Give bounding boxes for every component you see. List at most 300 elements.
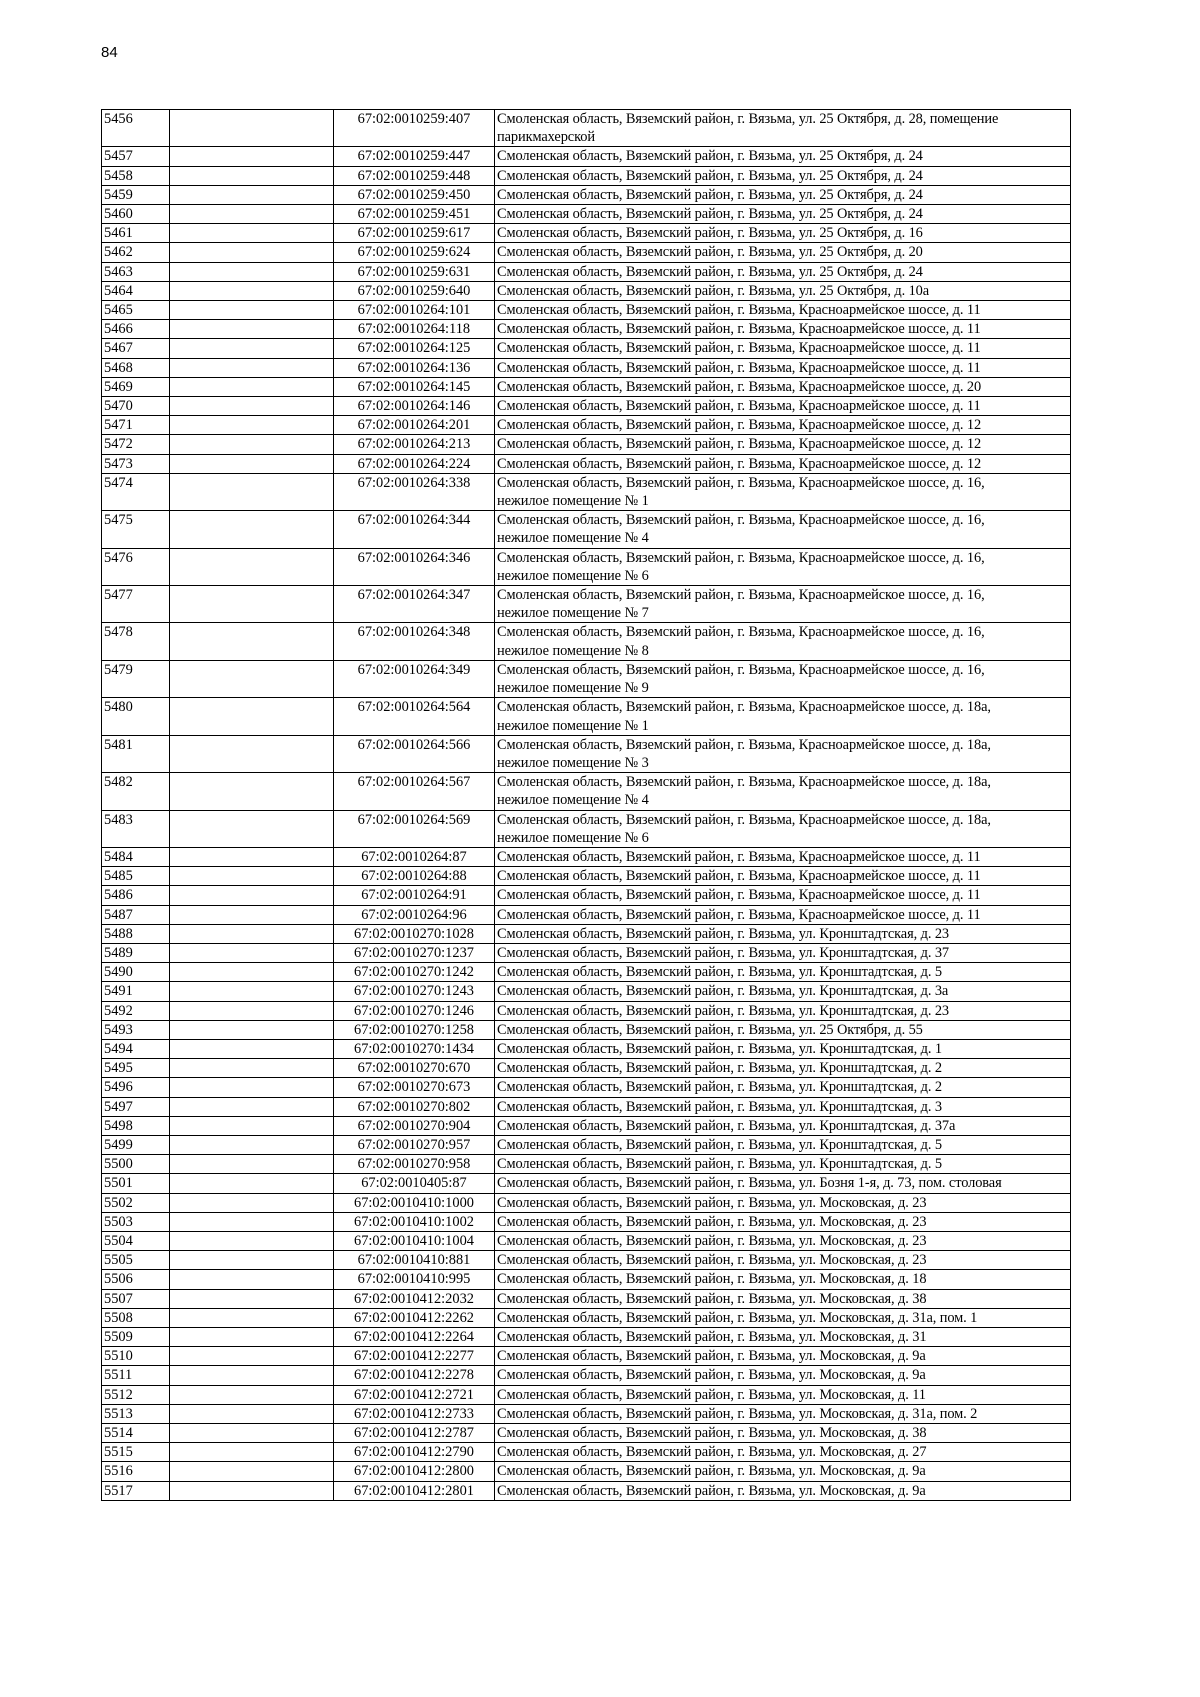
address-line: Смоленская область, Вяземский район, г. Вязьма, Красноармейское шоссе, д. 11 (497, 359, 981, 376)
cadastral-number: 67:02:0010264:348 (334, 623, 495, 660)
empty-cell (170, 435, 334, 454)
empty-cell (170, 1462, 334, 1481)
empty-cell (170, 1308, 334, 1327)
address-cell (495, 224, 1071, 243)
empty-cell (170, 886, 334, 905)
row-number: 5482 (102, 773, 170, 810)
address-cell (495, 847, 1071, 866)
address-cell (495, 1443, 1071, 1462)
empty-cell (170, 1404, 334, 1423)
empty-cell (170, 943, 334, 962)
row-number: 5505 (102, 1251, 170, 1270)
empty-cell (170, 205, 334, 224)
address-cell (495, 320, 1071, 339)
empty-cell (170, 454, 334, 473)
address-line: Смоленская область, Вяземский район, г. Вязьма, ул. Кронштадтская, д. 23 (497, 1002, 950, 1019)
cadastral-number: 67:02:0010264:201 (334, 416, 495, 435)
row-number: 5509 (102, 1328, 170, 1347)
cadastral-number: 67:02:0010264:88 (334, 867, 495, 886)
empty-cell (170, 511, 334, 548)
row-number: 5467 (102, 339, 170, 358)
cadastral-number: 67:02:0010412:2032 (334, 1289, 495, 1308)
table-row (102, 963, 1071, 982)
empty-cell (170, 397, 334, 416)
table-row (102, 660, 1071, 697)
address-cell (495, 1193, 1071, 1212)
address-line: Смоленская область, Вяземский район, г. Вязьма, ул. 25 Октября, д. 20 (497, 244, 923, 261)
address-line: Смоленская область, Вяземский район, г. Вязьма, Красноармейское шоссе, д. 12 (497, 455, 982, 472)
row-number: 5491 (102, 982, 170, 1001)
cadastral-number: 67:02:0010410:1000 (334, 1193, 495, 1212)
address-line: Смоленская область, Вяземский район, г. Вязьма, ул. Московская, д. 9а (497, 1463, 926, 1480)
address-line: Смоленская область, Вяземский район, г. Вязьма, Красноармейское шоссе, д. 11 (497, 340, 981, 357)
address-cell (495, 943, 1071, 962)
table-row (102, 1385, 1071, 1404)
address-cell (495, 110, 1071, 147)
row-number: 5495 (102, 1059, 170, 1078)
empty-cell (170, 358, 334, 377)
cadastral-number: 67:02:0010259:448 (334, 166, 495, 185)
address-line: Смоленская область, Вяземский район, г. Вязьма, Красноармейское шоссе, д. 12 (497, 417, 982, 434)
table-row (102, 1308, 1071, 1327)
address-line: Смоленская область, Вяземский район, г. Вязьма, ул. 25 Октября, д. 24 (497, 148, 923, 165)
empty-cell (170, 262, 334, 281)
address-cell (495, 1308, 1071, 1327)
row-number: 5474 (102, 473, 170, 510)
address-cell (495, 1424, 1071, 1443)
table-row (102, 1039, 1071, 1058)
address-line: Смоленская область, Вяземский район, г. Вязьма, Красноармейское шоссе, д. 16, (497, 474, 985, 491)
address-line: Смоленская область, Вяземский район, г. Вязьма, ул. Кронштадтская, д. 1 (497, 1040, 942, 1057)
address-cell (495, 623, 1071, 660)
address-line: Смоленская область, Вяземский район, г. Вязьма, Красноармейское шоссе, д. 11 (497, 848, 981, 865)
address-cell (495, 166, 1071, 185)
address-line: Смоленская область, Вяземский район, г. Вязьма, Красноармейское шоссе, д. 18а, (497, 811, 991, 828)
address-line: Смоленская область, Вяземский район, г. Вязьма, Красноармейское шоссе, д. 18а, (497, 774, 991, 791)
address-cell (495, 1366, 1071, 1385)
empty-cell (170, 377, 334, 396)
empty-cell (170, 1116, 334, 1135)
row-number: 5488 (102, 924, 170, 943)
cadastral-number: 67:02:0010264:344 (334, 511, 495, 548)
row-number: 5489 (102, 943, 170, 962)
empty-cell (170, 548, 334, 585)
address-line: Смоленская область, Вяземский район, г. Вязьма, ул. Кронштадтская, д. 37а (497, 1117, 956, 1134)
table-row (102, 1404, 1071, 1423)
table-row (102, 397, 1071, 416)
table-row (102, 1116, 1071, 1135)
cadastral-number: 67:02:0010259:447 (334, 147, 495, 166)
address-line: Смоленская область, Вяземский район, г. Вязьма, ул. 25 Октября, д. 28, помещение (497, 111, 999, 127)
address-line: Смоленская область, Вяземский район, г. Вязьма, ул. Московская, д. 11 (497, 1386, 926, 1403)
table-row (102, 1174, 1071, 1193)
cadastral-number: 67:02:0010270:1243 (334, 982, 495, 1001)
address-cell (495, 1462, 1071, 1481)
address-cell (495, 1385, 1071, 1404)
table-row (102, 1347, 1071, 1366)
address-line: нежилое помещение № 9 (497, 680, 649, 697)
address-line: нежилое помещение № 6 (497, 567, 649, 584)
row-number: 5469 (102, 377, 170, 396)
address-line: нежилое помещение № 7 (497, 605, 649, 622)
cadastral-number: 67:02:0010270:904 (334, 1116, 495, 1135)
cadastral-number: 67:02:0010264:569 (334, 810, 495, 847)
empty-cell (170, 1193, 334, 1212)
table-row (102, 1135, 1071, 1154)
table-row (102, 623, 1071, 660)
cadastral-number: 67:02:0010264:224 (334, 454, 495, 473)
address-cell (495, 1251, 1071, 1270)
table-row (102, 320, 1071, 339)
cadastral-number: 67:02:0010259:450 (334, 185, 495, 204)
row-number: 5470 (102, 397, 170, 416)
row-number: 5492 (102, 1001, 170, 1020)
cadastral-number: 67:02:0010270:958 (334, 1155, 495, 1174)
row-number: 5462 (102, 243, 170, 262)
table-row (102, 1155, 1071, 1174)
table-row (102, 1270, 1071, 1289)
address-cell (495, 377, 1071, 396)
address-cell (495, 905, 1071, 924)
cadastral-number: 67:02:0010412:2733 (334, 1404, 495, 1423)
address-line: Смоленская область, Вяземский район, г. Вязьма, ул. 25 Октября, д. 24 (497, 263, 923, 280)
address-cell (495, 358, 1071, 377)
row-number: 5494 (102, 1039, 170, 1058)
row-number: 5510 (102, 1347, 170, 1366)
address-cell (495, 147, 1071, 166)
table-row (102, 773, 1071, 810)
address-line: Смоленская область, Вяземский район, г. Вязьма, ул. Кронштадтская, д. 3а (497, 983, 949, 1000)
row-number: 5501 (102, 1174, 170, 1193)
cadastral-number: 67:02:0010270:1246 (334, 1001, 495, 1020)
address-line: Смоленская область, Вяземский район, г. Вязьма, ул. 25 Октября, д. 55 (497, 1021, 923, 1038)
address-line: нежилое помещение № 4 (497, 792, 649, 809)
table-row (102, 1059, 1071, 1078)
address-line: Смоленская область, Вяземский район, г. Вязьма, Красноармейское шоссе, д. 12 (497, 436, 982, 453)
address-cell (495, 1481, 1071, 1500)
cadastral-number: 67:02:0010264:136 (334, 358, 495, 377)
empty-cell (170, 1424, 334, 1443)
empty-cell (170, 1078, 334, 1097)
address-cell (495, 397, 1071, 416)
row-number: 5517 (102, 1481, 170, 1500)
row-number: 5484 (102, 847, 170, 866)
cadastral-number: 67:02:0010264:567 (334, 773, 495, 810)
address-cell (495, 243, 1071, 262)
empty-cell (170, 1059, 334, 1078)
row-number: 5513 (102, 1404, 170, 1423)
row-number: 5508 (102, 1308, 170, 1327)
address-cell (495, 810, 1071, 847)
table-row (102, 1366, 1071, 1385)
empty-cell (170, 1155, 334, 1174)
table-row (102, 1481, 1071, 1500)
table-row (102, 185, 1071, 204)
table-row (102, 454, 1071, 473)
empty-cell (170, 867, 334, 886)
empty-cell (170, 243, 334, 262)
row-number: 5512 (102, 1385, 170, 1404)
row-number: 5499 (102, 1135, 170, 1154)
address-cell (495, 1328, 1071, 1347)
address-line: Смоленская область, Вяземский район, г. Вязьма, ул. Бозня 1-я, д. 73, пом. столовая (497, 1175, 1002, 1192)
row-number: 5481 (102, 735, 170, 772)
address-line: Смоленская область, Вяземский район, г. Вязьма, ул. Кронштадтская, д. 5 (497, 1136, 942, 1153)
address-cell (495, 1155, 1071, 1174)
cadastral-number: 67:02:0010270:673 (334, 1078, 495, 1097)
cadastral-number: 67:02:0010270:1434 (334, 1039, 495, 1058)
table-row (102, 867, 1071, 886)
table-row (102, 886, 1071, 905)
empty-cell (170, 301, 334, 320)
empty-cell (170, 224, 334, 243)
cadastral-number: 67:02:0010264:213 (334, 435, 495, 454)
address-cell (495, 1135, 1071, 1154)
empty-cell (170, 339, 334, 358)
cadastral-number: 67:02:0010259:624 (334, 243, 495, 262)
row-number: 5483 (102, 810, 170, 847)
table-row (102, 416, 1071, 435)
address-cell (495, 1059, 1071, 1078)
address-line: Смоленская область, Вяземский район, г. Вязьма, Красноармейское шоссе, д. 16, (497, 549, 985, 566)
address-line: Смоленская область, Вяземский район, г. Вязьма, ул. Кронштадтская, д. 2 (497, 1060, 942, 1077)
address-line: Смоленская область, Вяземский район, г. Вязьма, ул. Московская, д. 9а (497, 1367, 926, 1384)
cadastral-number: 67:02:0010270:802 (334, 1097, 495, 1116)
table-row (102, 1193, 1071, 1212)
row-number: 5497 (102, 1097, 170, 1116)
cadastral-number: 67:02:0010405:87 (334, 1174, 495, 1193)
address-line: Смоленская область, Вяземский район, г. Вязьма, Красноармейское шоссе, д. 11 (497, 321, 981, 338)
address-line: Смоленская область, Вяземский район, г. Вязьма, ул. Кронштадтская, д. 2 (497, 1079, 942, 1096)
table-row (102, 435, 1071, 454)
empty-cell (170, 1385, 334, 1404)
empty-cell (170, 416, 334, 435)
row-number: 5496 (102, 1078, 170, 1097)
address-cell (495, 301, 1071, 320)
cadastral-number: 67:02:0010264:346 (334, 548, 495, 585)
cadastral-number: 67:02:0010270:957 (334, 1135, 495, 1154)
address-cell (495, 416, 1071, 435)
table-row (102, 1078, 1071, 1097)
row-number: 5493 (102, 1020, 170, 1039)
address-cell (495, 511, 1071, 548)
address-cell (495, 185, 1071, 204)
address-line: Смоленская область, Вяземский район, г. Вязьма, ул. 25 Октября, д. 24 (497, 186, 923, 203)
address-cell (495, 1270, 1071, 1289)
address-cell (495, 698, 1071, 735)
empty-cell (170, 1020, 334, 1039)
address-line: Смоленская область, Вяземский район, г. Вязьма, Красноармейское шоссе, д. 16, (497, 624, 985, 641)
property-registry-table (101, 109, 1071, 1501)
cadastral-number: 67:02:0010264:125 (334, 339, 495, 358)
table-row (102, 1462, 1071, 1481)
empty-cell (170, 1135, 334, 1154)
table-row (102, 243, 1071, 262)
table-row (102, 473, 1071, 510)
address-cell (495, 205, 1071, 224)
cadastral-number: 67:02:0010412:2787 (334, 1424, 495, 1443)
address-line: Смоленская область, Вяземский район, г. Вязьма, ул. Московская, д. 18 (497, 1271, 927, 1288)
address-cell (495, 435, 1071, 454)
empty-cell (170, 473, 334, 510)
address-cell (495, 1001, 1071, 1020)
cadastral-number: 67:02:0010264:87 (334, 847, 495, 866)
empty-cell (170, 320, 334, 339)
cadastral-number: 67:02:0010270:1258 (334, 1020, 495, 1039)
empty-cell (170, 1039, 334, 1058)
cadastral-number: 67:02:0010264:145 (334, 377, 495, 396)
address-line: Смоленская область, Вяземский район, г. Вязьма, Красноармейское шоссе, д. 11 (497, 887, 981, 904)
address-line: Смоленская область, Вяземский район, г. Вязьма, ул. 25 Октября, д. 24 (497, 167, 923, 184)
address-cell (495, 1231, 1071, 1250)
row-number: 5461 (102, 224, 170, 243)
address-cell (495, 773, 1071, 810)
address-line: Смоленская область, Вяземский район, г. Вязьма, ул. Московская, д. 38 (497, 1290, 927, 1307)
cadastral-number: 67:02:0010412:2801 (334, 1481, 495, 1500)
row-number: 5502 (102, 1193, 170, 1212)
row-number: 5480 (102, 698, 170, 735)
cadastral-number: 67:02:0010410:1002 (334, 1212, 495, 1231)
empty-cell (170, 660, 334, 697)
address-line: нежилое помещение № 6 (497, 829, 649, 846)
address-cell (495, 548, 1071, 585)
cadastral-number: 67:02:0010259:631 (334, 262, 495, 281)
row-number: 5456 (102, 110, 170, 147)
cadastral-number: 67:02:0010270:670 (334, 1059, 495, 1078)
table-row (102, 110, 1071, 147)
empty-cell (170, 1328, 334, 1347)
address-cell (495, 735, 1071, 772)
empty-cell (170, 1366, 334, 1385)
address-line: Смоленская область, Вяземский район, г. Вязьма, Красноармейское шоссе, д. 11 (497, 302, 981, 319)
address-line: Смоленская область, Вяземский район, г. Вязьма, ул. Московская, д. 23 (497, 1194, 927, 1211)
row-number: 5459 (102, 185, 170, 204)
empty-cell (170, 924, 334, 943)
row-number: 5515 (102, 1443, 170, 1462)
empty-cell (170, 1443, 334, 1462)
cadastral-number: 67:02:0010410:881 (334, 1251, 495, 1270)
row-number: 5503 (102, 1212, 170, 1231)
row-number: 5466 (102, 320, 170, 339)
empty-cell (170, 1347, 334, 1366)
empty-cell (170, 698, 334, 735)
cadastral-number: 67:02:0010259:617 (334, 224, 495, 243)
row-number: 5475 (102, 511, 170, 548)
page-number: 84 (101, 44, 118, 61)
table-row (102, 1097, 1071, 1116)
empty-cell (170, 1289, 334, 1308)
address-cell (495, 1097, 1071, 1116)
cadastral-number: 67:02:0010412:2278 (334, 1366, 495, 1385)
address-cell (495, 339, 1071, 358)
address-line: Смоленская область, Вяземский район, г. Вязьма, ул. Московская, д. 23 (497, 1213, 927, 1230)
empty-cell (170, 773, 334, 810)
address-line: Смоленская область, Вяземский район, г. Вязьма, Красноармейское шоссе, д. 11 (497, 398, 981, 415)
table-row (102, 205, 1071, 224)
address-line: Смоленская область, Вяземский район, г. Вязьма, Красноармейское шоссе, д. 16, (497, 512, 985, 529)
row-number: 5478 (102, 623, 170, 660)
table-row (102, 262, 1071, 281)
cadastral-number: 67:02:0010412:2721 (334, 1385, 495, 1404)
row-number: 5490 (102, 963, 170, 982)
table-row (102, 224, 1071, 243)
address-cell (495, 1116, 1071, 1135)
cadastral-number: 67:02:0010264:347 (334, 586, 495, 623)
cadastral-number: 67:02:0010264:338 (334, 473, 495, 510)
row-number: 5506 (102, 1270, 170, 1289)
table-row (102, 982, 1071, 1001)
address-line: Смоленская область, Вяземский район, г. Вязьма, ул. Московская, д. 9а (497, 1348, 926, 1365)
row-number: 5486 (102, 886, 170, 905)
address-cell (495, 1289, 1071, 1308)
row-number: 5498 (102, 1116, 170, 1135)
cadastral-number: 67:02:0010264:101 (334, 301, 495, 320)
address-cell (495, 1078, 1071, 1097)
address-line: Смоленская область, Вяземский район, г. Вязьма, Красноармейское шоссе, д. 20 (497, 378, 982, 395)
empty-cell (170, 623, 334, 660)
empty-cell (170, 166, 334, 185)
address-cell (495, 1212, 1071, 1231)
row-number: 5504 (102, 1231, 170, 1250)
row-number: 5464 (102, 281, 170, 300)
cadastral-number: 67:02:0010412:2790 (334, 1443, 495, 1462)
address-line: Смоленская область, Вяземский район, г. Вязьма, ул. Кронштадтская, д. 37 (497, 944, 950, 961)
address-cell (495, 1174, 1071, 1193)
address-line: Смоленская область, Вяземский район, г. Вязьма, Красноармейское шоссе, д. 18а, (497, 736, 991, 753)
address-cell (495, 473, 1071, 510)
empty-cell (170, 1481, 334, 1500)
empty-cell (170, 1097, 334, 1116)
address-cell (495, 586, 1071, 623)
cadastral-number: 67:02:0010412:2262 (334, 1308, 495, 1327)
row-number: 5473 (102, 454, 170, 473)
empty-cell (170, 905, 334, 924)
row-number: 5479 (102, 660, 170, 697)
address-cell (495, 886, 1071, 905)
empty-cell (170, 982, 334, 1001)
address-cell (495, 982, 1071, 1001)
cadastral-number: 67:02:0010264:146 (334, 397, 495, 416)
address-line: нежилое помещение № 8 (497, 642, 649, 659)
row-number: 5507 (102, 1289, 170, 1308)
table-row (102, 548, 1071, 585)
address-cell (495, 1039, 1071, 1058)
address-line: Смоленская область, Вяземский район, г. Вязьма, ул. Московская, д. 31а, пом. 1 (497, 1309, 978, 1326)
table-row (102, 1443, 1071, 1462)
address-cell (495, 963, 1071, 982)
address-cell (495, 454, 1071, 473)
address-line: нежилое помещение № 1 (497, 493, 649, 510)
row-number: 5516 (102, 1462, 170, 1481)
table-row (102, 147, 1071, 166)
empty-cell (170, 1251, 334, 1270)
address-cell (495, 924, 1071, 943)
row-number: 5477 (102, 586, 170, 623)
cadastral-number: 67:02:0010410:1004 (334, 1231, 495, 1250)
cadastral-number: 67:02:0010270:1242 (334, 963, 495, 982)
cadastral-number: 67:02:0010264:118 (334, 320, 495, 339)
address-line: Смоленская область, Вяземский район, г. Вязьма, ул. Московская, д. 31а, пом. 2 (497, 1405, 978, 1422)
empty-cell (170, 963, 334, 982)
empty-cell (170, 810, 334, 847)
empty-cell (170, 110, 334, 147)
empty-cell (170, 586, 334, 623)
address-cell (495, 1020, 1071, 1039)
table-row (102, 301, 1071, 320)
address-cell (495, 867, 1071, 886)
address-line: Смоленская область, Вяземский район, г. Вязьма, Красноармейское шоссе, д. 11 (497, 868, 981, 885)
table-row (102, 281, 1071, 300)
